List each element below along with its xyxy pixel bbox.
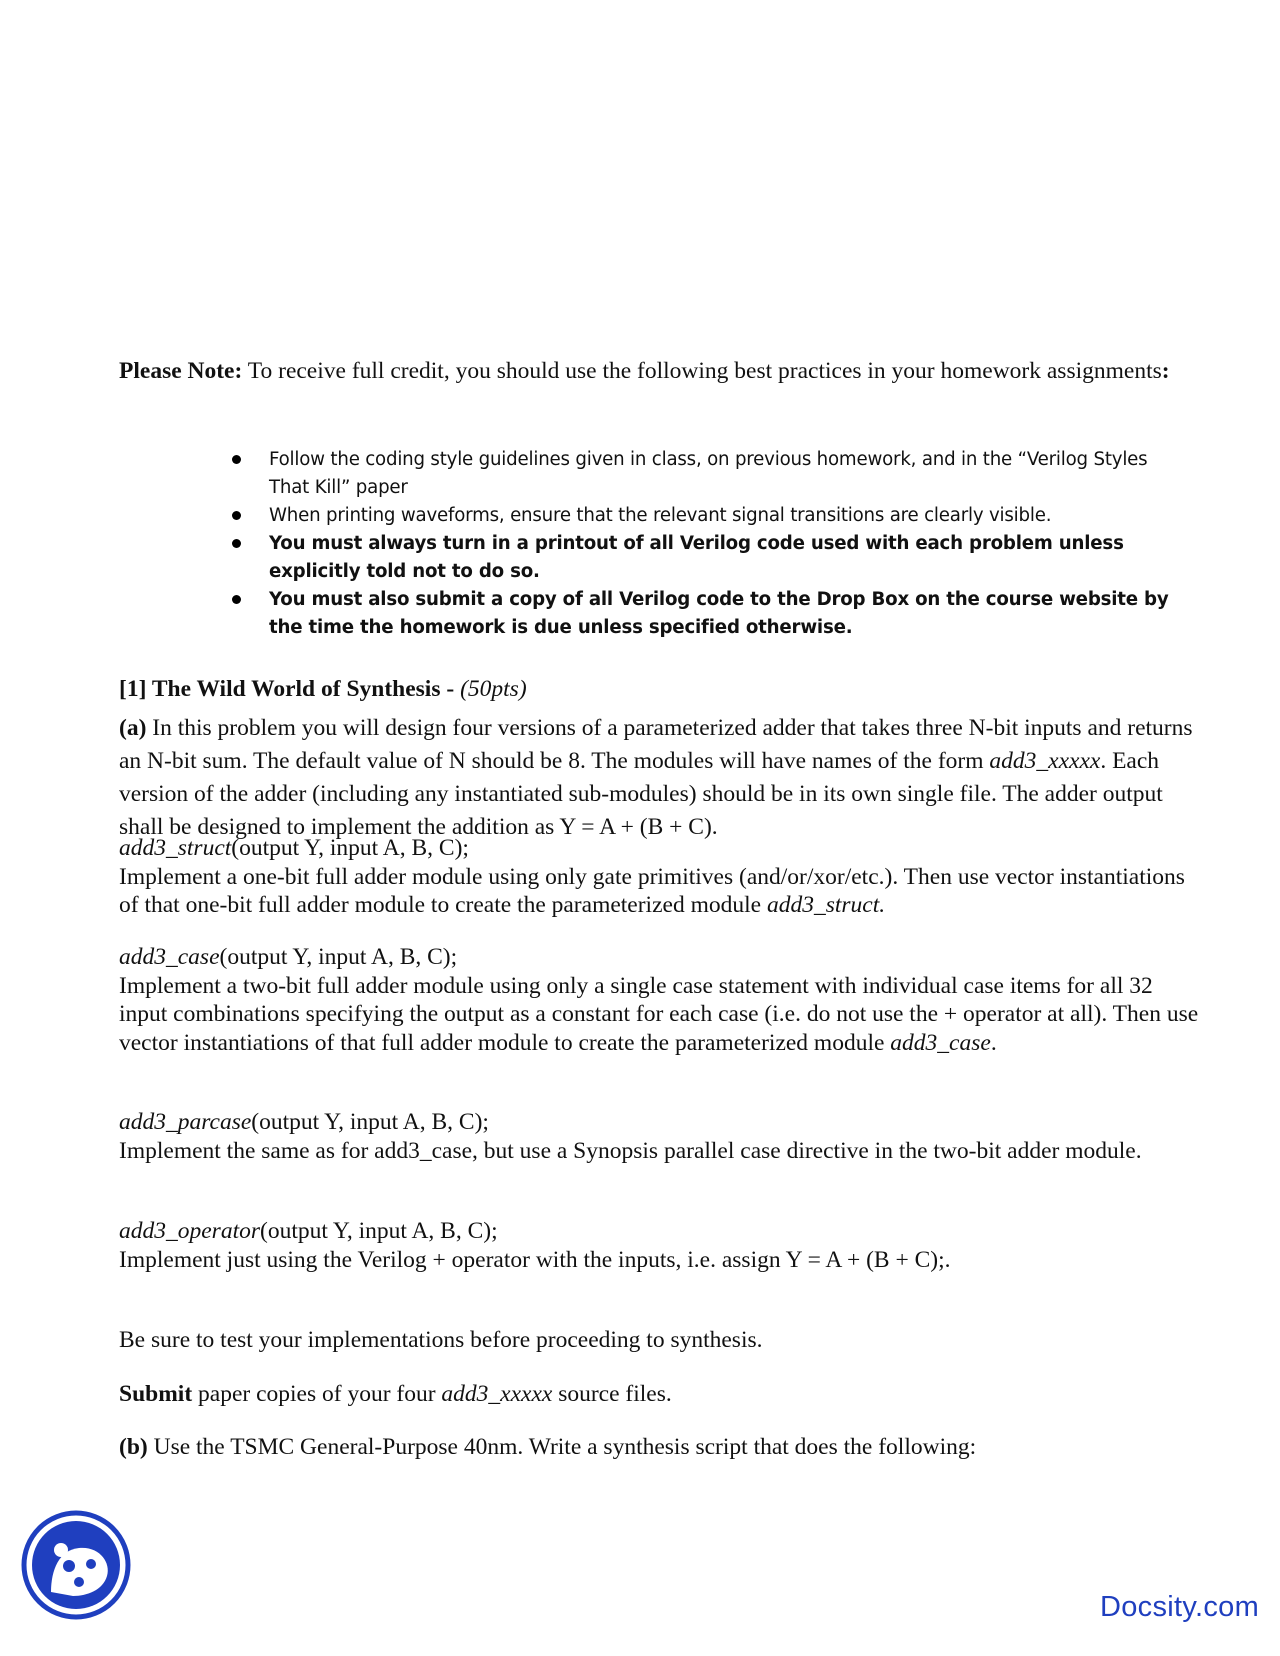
please-note-colon: : — [1161, 358, 1170, 384]
submit-text-2: source files. — [552, 1381, 672, 1407]
list-item — [232, 586, 1192, 642]
submit-text-1: paper copies of your four — [192, 1381, 442, 1407]
list-item-text: You must also submit a copy of all Verilog code to the Drop Box on the course website by the time the homework is due unless specified otherwise. — [269, 589, 1169, 638]
module-add3-case — [119, 943, 1199, 1057]
module-signature: (output Y, input A, B, C); — [219, 944, 458, 970]
list-item-text: When printing waveforms, ensure that the relevant signal transitions are clearly visible. — [269, 505, 1052, 526]
module-signature: (output Y, input A, B, C); — [251, 1109, 489, 1135]
part-b-text: Use the TSMC General-Purpose 40nm. Write a synthesis script that does the following: — [147, 1434, 977, 1460]
part-a-form: add3_xxxxx — [989, 748, 1101, 774]
module-name: add3_case — [119, 944, 220, 970]
part-a-label: (a) — [119, 715, 147, 741]
bullet-icon — [232, 511, 241, 520]
part-b-label: (b) — [119, 1434, 148, 1460]
bullet-icon — [232, 595, 241, 604]
docsity-logo-icon[interactable] — [21, 1510, 131, 1620]
part-a-paragraph — [119, 712, 1199, 844]
list-item — [232, 446, 1192, 502]
please-note-paragraph — [119, 357, 1179, 386]
module-add3-operator — [119, 1217, 1199, 1274]
submit-label: Submit — [119, 1381, 193, 1407]
part-a-text-2: . Each version of the adder (including any instantiated sub-modules) should be in its own single file. The adder output shall be designed to implement the addition as Y = A + (B + C). — [119, 748, 1163, 840]
please-note-text: To receive full credit, you should use the following best practices in your homework assignments — [242, 358, 1162, 384]
test-note: Be sure to test your implementations before proceeding to synthesis. — [119, 1327, 763, 1353]
module-name: add3_struct — [119, 835, 232, 861]
module-description: Implement just using the Verilog + operator with the inputs, i.e. assign Y = A + (B + C);. — [119, 1246, 951, 1273]
module-description-ref: add3_case — [890, 1029, 991, 1056]
please-note-label: Please Note: — [119, 358, 243, 384]
part-a-text-1: In this problem you will design four versions of a parameterized adder that takes three N-bit inputs and returns an N-bit sum. The default value of N should be 8. The modules will have names of the form — [119, 715, 1193, 774]
bullet-icon — [232, 455, 241, 464]
module-add3-parcase — [119, 1108, 1199, 1165]
section-heading — [119, 676, 527, 703]
module-signature: (output Y, input A, B, C); — [231, 835, 469, 861]
module-description-end: . — [990, 1029, 997, 1056]
part-b-paragraph — [119, 1433, 976, 1462]
submit-form: add3_xxxxx — [441, 1381, 553, 1407]
best-practices-list — [232, 446, 1192, 642]
module-description-ref: add3_struct — [766, 892, 880, 918]
module-description: Implement a two-bit full adder module using only a single case statement with individual case items for all 32 input combinations specifying the output as a constant for each case (i.e. do not use the + operator at all). Then use vector instantiations of that full adder module to create the parameterized module — [119, 972, 1199, 1056]
module-description: Implement a one-bit full adder module using only gate primitives (and/or/xor/etc.). Then use vector instantiations of that one-bit full adder module to create the parameterized module — [119, 863, 1185, 918]
module-description-end: . — [879, 892, 886, 918]
module-description: Implement the same as for add3_case, but use a Synopsis parallel case directive in the two-bit adder module. — [119, 1137, 1142, 1164]
list-item — [232, 530, 1192, 586]
module-name: add3_parcase — [119, 1109, 252, 1135]
module-signature: (output Y, input A, B, C); — [260, 1218, 498, 1244]
docsity-brand-link[interactable]: Docsity.com — [1100, 1591, 1260, 1623]
section-title: [1] The Wild World of Synthesis - — [119, 676, 461, 702]
section-points: (50pts) — [460, 676, 527, 702]
module-add3-struct — [119, 834, 1199, 920]
list-item — [232, 502, 1192, 530]
submit-paragraph — [119, 1380, 672, 1409]
module-name: add3_operator — [119, 1218, 260, 1244]
list-item-text: You must always turn in a printout of all Verilog code used with each problem unless explicitly told not to do so. — [269, 533, 1124, 582]
list-item-text: Follow the coding style guidelines given in class, on previous homework, and in the “Verilog Styles That Kill” paper — [269, 449, 1148, 498]
bullet-icon — [232, 539, 241, 548]
